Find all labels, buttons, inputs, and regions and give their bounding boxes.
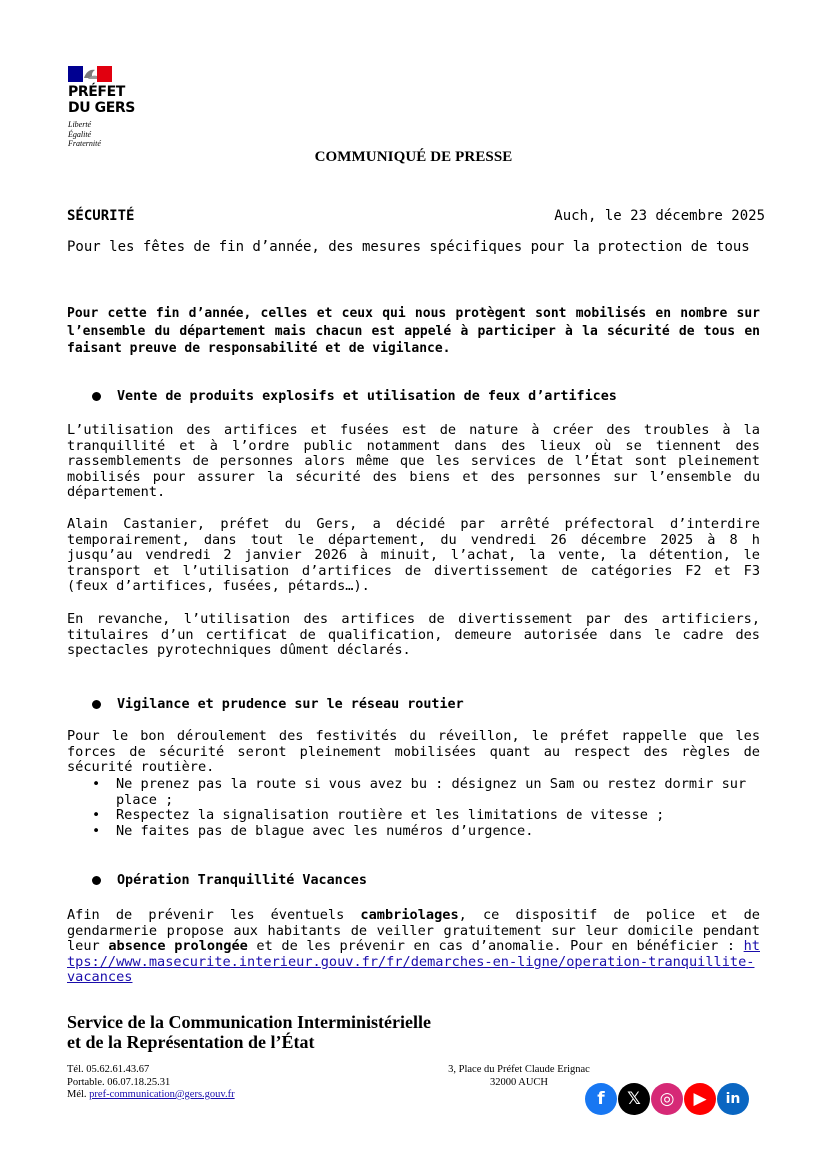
mobile-number: Portable. 06.07.18.25.31 [67,1076,171,1088]
phone-number: Tél. 05.62.61.43.67 [67,1064,150,1075]
fireworks-paragraph-2: Alain Castanier, préfet du Gers, a décidé par arrêté préfectoral d’interdire temporairement, dans tout le département, du vendredi 26 décembre 2025 à 8 h jusqu’au vendredi 2 janvier 2026 à minuit, l’achat, la vente, la détention, le transport et l’utilisation d’artifices de divertissement de catégories F2 et F3 (feux d’artifices, fusées, pétards…). [67,516,760,595]
section-heading-road [92,697,464,712]
email-line: Mél. pref-communication@gers.gouv.fr [67,1089,235,1100]
section-heading-fireworks [92,389,617,404]
contact-info [67,1064,235,1102]
instagram-icon[interactable]: ◎ [651,1083,683,1115]
publication-date: Auch, le 23 décembre 2025 [554,208,765,224]
section-heading-otv [92,873,367,888]
social-links [585,1083,749,1115]
youtube-icon[interactable]: ▶ [684,1083,716,1115]
road-safety-list [67,777,760,839]
bullet-dot-icon [92,392,101,401]
section-heading-text: Vigilance et prudence sur le réseau routier [117,697,464,712]
facebook-icon[interactable]: f [585,1083,617,1115]
bullet-dot-icon [92,876,101,885]
lead-paragraph: Pour cette fin d’année, celles et ceux qui nous protègent sont mobilisés en nombre sur l’ensemble du département mais chacun est appelé à participer à la sécurité de tous en faisant preuve de responsabilité et de vigilance. [67,306,760,356]
fireworks-paragraph-1: L’utilisation des artifices et fusées est de nature à créer des troubles à la tranquillité et à l’ordre public notamment dans des lieux où se tiennent des rassemblements de personnes alors même que les services de l’État sont pleinement mobilisés pour assurer la sécurité des biens et des personnes sur l’ensemble du département. [67,422,760,501]
republic-motto: Liberté Égalité Fraternité [68,120,101,148]
press-release-subtitle: Pour les fêtes de fin d’année, des mesures spécifiques pour la protection de tous [67,239,750,255]
road-paragraph: Pour le bon déroulement des festivités du réveillon, le préfet rappelle que les forces de sécurité seront pleinement mobilisées quant au respect des règles de sécurité routière. [67,728,760,776]
bullet-dot-icon [92,700,101,709]
prefet-logo [68,66,168,149]
marianne-flag-icon [68,66,112,82]
document-type-title: COMMUNIQUÉ DE PRESSE [314,149,513,165]
list-item: • Respectez la signalisation routière et les limitations de vitesse ; [67,808,760,824]
list-item: • Ne prenez pas la route si vous avez bu : désignez un Sam ou restez dormir sur place ; [67,777,760,808]
service-name: Service de la Communication Interministérielle et de la Représentation de l’État [67,1012,431,1052]
linkedin-icon[interactable]: in [717,1083,749,1115]
fireworks-paragraph-3: En revanche, l’utilisation des artifices de divertissement par des artificiers, titulaires d’un certificat de qualification, demeure autorisée dans le cadre des spectacles pyrotechniques dûment déclarés. [67,611,760,659]
section-heading-text: Vente de produits explosifs et utilisation de feux d’artifices [117,389,617,404]
otv-paragraph: Afin de prévenir les éventuels cambriolages, ce dispositif de police et de gendarmerie propose aux habitants de veiller gratuitement sur leur domicile pendant leur absence prolongée et de les prévenir en cas d’anomalie. Pour en bénéficier : https://www.masecurite.interieur.gouv.fr/fr/demarches-en-ligne/operation-tranquillite-vacances [67,907,760,986]
category-label: SÉCURITÉ [67,208,135,224]
x-icon[interactable]: 𝕏 [618,1083,650,1115]
list-item: • Ne faites pas de blague avec les numéros d’urgence. [67,824,760,840]
email-link[interactable]: pref-communication@gers.gouv.fr [89,1089,235,1100]
prefet-title: PRÉFET DU GERS [68,84,135,116]
section-heading-text: Opération Tranquillité Vacances [117,873,367,888]
postal-address: 3, Place du Préfet Claude Erignac 32000 AUCH [448,1064,590,1088]
otv-link[interactable]: https://www.masecurite.interieur.gouv.fr/fr/demarches-en-ligne/operation-tranquillite-vacances [67,938,760,986]
